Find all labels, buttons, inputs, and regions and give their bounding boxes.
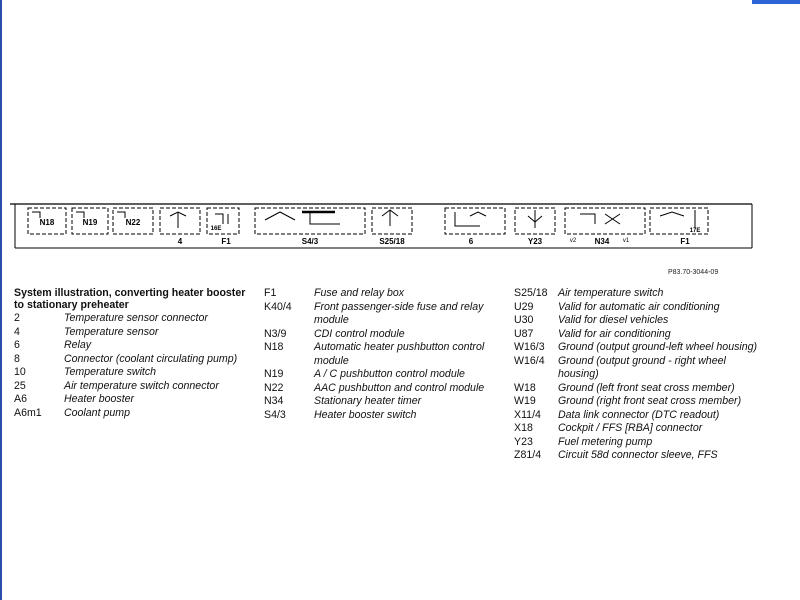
legend-row bbox=[514, 395, 764, 409]
legend-row bbox=[14, 380, 254, 394]
legend-row bbox=[514, 422, 764, 436]
legend-code: X11/4 bbox=[514, 408, 541, 421]
legend-desc: CDI control module bbox=[314, 327, 405, 340]
strip-label-n19: N19 bbox=[82, 218, 98, 227]
strip-label-16e: 16E bbox=[210, 226, 222, 232]
legend-code: S4/3 bbox=[264, 408, 286, 421]
strip-label-v1: v1 bbox=[622, 238, 630, 244]
strip-label-17e: 17E bbox=[689, 228, 701, 234]
drawing-code: P83.70-3044-09 bbox=[668, 269, 719, 276]
strip-label-n18: N18 bbox=[39, 218, 55, 227]
strip-label-n22: N22 bbox=[125, 218, 141, 227]
strip-label-v2: v2 bbox=[569, 238, 577, 244]
legend-desc: Temperature sensor bbox=[64, 325, 159, 338]
legend-row bbox=[514, 355, 764, 382]
legend-row bbox=[14, 326, 254, 340]
legend-code: X18 bbox=[514, 422, 533, 434]
legend-code: N19 bbox=[264, 368, 284, 380]
legend-desc: Front passenger-side fuse and relay module bbox=[314, 300, 484, 326]
schematic-drawing bbox=[10, 198, 755, 268]
legend-row bbox=[264, 341, 504, 368]
legend-desc: Valid for automatic air conditioning bbox=[558, 300, 720, 313]
window-left-edge bbox=[0, 0, 2, 600]
strip-label-s4-3: S4/3 bbox=[301, 237, 319, 246]
legend-row bbox=[514, 409, 764, 423]
strip-label-f1-left: F1 bbox=[221, 237, 231, 246]
legend-row bbox=[514, 287, 764, 301]
legend-row bbox=[514, 449, 764, 463]
legend-desc: Fuse and relay box bbox=[314, 287, 405, 299]
strip-label-4: 4 bbox=[177, 237, 183, 246]
legend-column-2 bbox=[264, 287, 504, 422]
legend-row bbox=[14, 353, 254, 367]
legend-code: Y23 bbox=[514, 435, 533, 448]
legend-row bbox=[14, 407, 254, 421]
strip-label-6: 6 bbox=[468, 237, 474, 246]
legend-row bbox=[514, 341, 764, 355]
legend-code: U29 bbox=[514, 300, 534, 313]
legend-column-3 bbox=[514, 287, 764, 463]
legend-code: K40/4 bbox=[264, 300, 292, 313]
legend-desc: Heater booster switch bbox=[314, 408, 417, 421]
legend-code: S25/18 bbox=[514, 287, 548, 299]
strip-label-s25-18: S25/18 bbox=[379, 237, 405, 246]
legend-code: N22 bbox=[264, 381, 284, 394]
legend-desc: Heater booster bbox=[64, 393, 135, 405]
legend-row bbox=[14, 366, 254, 380]
legend-desc: Ground (output ground - right wheel housing) bbox=[558, 354, 726, 380]
legend-code: 10 bbox=[14, 366, 26, 378]
legend-desc: Ground (left front seat cross member) bbox=[558, 381, 735, 394]
legend-row bbox=[14, 339, 254, 353]
legend-code: A6m1 bbox=[14, 406, 42, 419]
legend-desc: Circuit 58d connector sleeve, FFS bbox=[558, 449, 718, 461]
legend-row bbox=[514, 301, 764, 315]
legend-row bbox=[264, 301, 504, 328]
legend-row bbox=[514, 382, 764, 396]
legend-row bbox=[264, 409, 504, 423]
legend-code: F1 bbox=[264, 287, 277, 299]
legend-desc: Air temperature switch bbox=[558, 287, 664, 299]
legend-desc: Ground (output ground-left wheel housing) bbox=[558, 341, 758, 353]
legend-code: 2 bbox=[14, 312, 20, 324]
strip-label-f1-right: F1 bbox=[680, 237, 690, 246]
legend-row bbox=[14, 393, 254, 407]
legend-desc: Air temperature switch connector bbox=[64, 379, 219, 392]
legend-row bbox=[514, 328, 764, 342]
legend-desc: Valid for diesel vehicles bbox=[558, 314, 669, 326]
legend-code: W19 bbox=[514, 395, 536, 407]
legend-code: W18 bbox=[514, 381, 536, 394]
legend-code: N3/9 bbox=[264, 327, 287, 340]
legend-row bbox=[264, 287, 504, 301]
legend-row bbox=[264, 395, 504, 409]
legend-column-1 bbox=[14, 287, 254, 420]
legend-code: N18 bbox=[264, 341, 284, 353]
legend-desc: Coolant pump bbox=[64, 406, 130, 419]
legend-row bbox=[264, 382, 504, 396]
legend-row bbox=[264, 368, 504, 382]
legend-desc: Automatic heater pushbutton control module bbox=[314, 341, 485, 367]
window-corner-accent bbox=[752, 0, 800, 4]
legend-title: System illustration, converting heater booster to stationary preheater bbox=[14, 287, 246, 311]
legend-desc: Fuel metering pump bbox=[558, 435, 653, 448]
legend-desc: Connector (coolant circulating pump) bbox=[64, 352, 238, 365]
legend-desc: Cockpit / FFS [RBA] connector bbox=[558, 422, 703, 434]
strip-label-y23: Y23 bbox=[527, 237, 543, 246]
legend-desc: AAC pushbutton and control module bbox=[314, 381, 485, 394]
legend-row bbox=[14, 312, 254, 326]
legend-code: 25 bbox=[14, 379, 26, 392]
legend-code: U30 bbox=[514, 314, 534, 326]
legend-code: 6 bbox=[14, 339, 20, 351]
legend-code: A6 bbox=[14, 393, 27, 405]
legend-desc: Data link connector (DTC readout) bbox=[558, 408, 720, 421]
strip-label-n34: N34 bbox=[594, 237, 610, 246]
legend-desc: Temperature sensor connector bbox=[64, 312, 208, 324]
legend-row bbox=[514, 314, 764, 328]
legend-code: W16/4 bbox=[514, 354, 545, 367]
legend-code: U87 bbox=[514, 327, 534, 340]
legend-code: N34 bbox=[264, 395, 284, 407]
legend-code: Z81/4 bbox=[514, 449, 542, 461]
legend-desc: A / C pushbutton control module bbox=[314, 368, 465, 380]
legend-code: 8 bbox=[14, 352, 20, 365]
legend-desc: Ground (right front seat cross member) bbox=[558, 395, 742, 407]
legend-row bbox=[514, 436, 764, 450]
legend-desc: Relay bbox=[64, 339, 92, 351]
legend-desc: Stationary heater timer bbox=[314, 395, 422, 407]
schematic-strip bbox=[10, 198, 755, 268]
legend-code: 4 bbox=[14, 325, 20, 338]
legend-desc: Valid for air conditioning bbox=[558, 327, 671, 340]
legend-desc: Temperature switch bbox=[64, 366, 157, 378]
legend-row bbox=[264, 328, 504, 342]
legend-code: W16/3 bbox=[514, 341, 545, 353]
